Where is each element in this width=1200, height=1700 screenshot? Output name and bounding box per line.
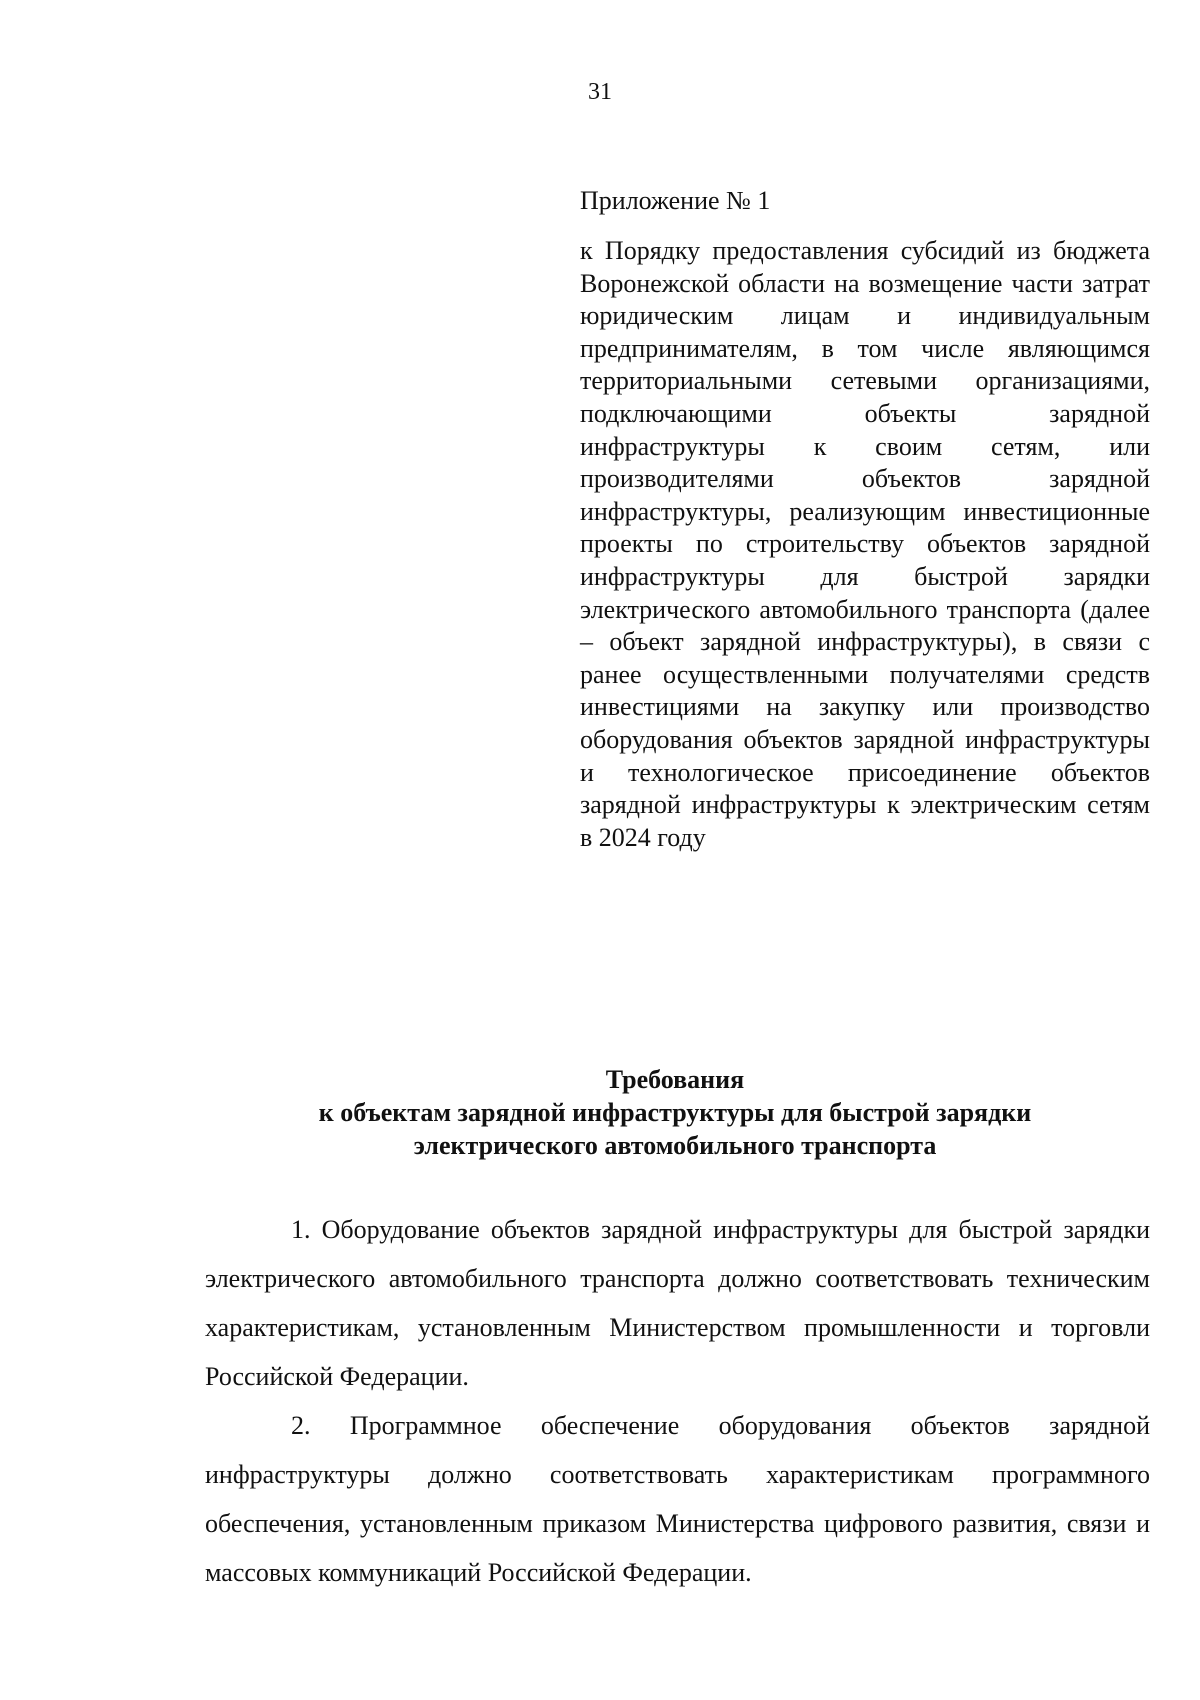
requirements-title-line: к объектам зарядной инфраструктуры для быстрой зарядки xyxy=(318,1098,1032,1127)
requirements-title xyxy=(200,1063,1150,1162)
appendix-text: к Порядку предоставления субсидий из бюджета Воронежской области на возмещение части затрат юридическим лицам и индивидуальным предпринимателям, в том числе являющимся территориальными сетевыми организациями, подключающими объекты зарядной инфраструктуры к своим сетям, или производителями объектов зарядной инфраструктуры, реализующим инвестиционные проекты по строительству объектов зарядной инфраструктуры для быстрой зарядки электрического автомобильного транспорта (далее – объект зарядной инфраструктуры), в связи с ранее осуществленными получателями средств инвестициями на закупку или производство оборудования объектов зарядной инфраструктуры и технологическое присоединение объектов зарядной инфраструктуры к электрическим сетям в 2024 году xyxy=(580,236,1150,852)
requirements-body xyxy=(205,1205,1150,1597)
page-number: 31 xyxy=(588,79,612,105)
appendix-block xyxy=(580,185,1150,854)
requirement-paragraph: 1. Оборудование объектов зарядной инфраструктуры для быстрой зарядки электрического автомобильного транспорта должно соответствовать техническим характеристикам, установленным Министерством промышленности и торговли Российской Федерации. xyxy=(205,1215,1150,1391)
appendix-title: Приложение № 1 xyxy=(580,186,771,215)
requirement-paragraph: 2. Программное обеспечение оборудования объектов зарядной инфраструктуры должно соответствовать характеристикам программного обеспечения, установленным приказом Министерства цифрового развития, связи и массовых коммуникаций Российской Федерации. xyxy=(205,1411,1150,1587)
requirements-title-line: электрического автомобильного транспорта xyxy=(413,1131,937,1160)
requirements-title-line: Требования xyxy=(605,1065,745,1094)
